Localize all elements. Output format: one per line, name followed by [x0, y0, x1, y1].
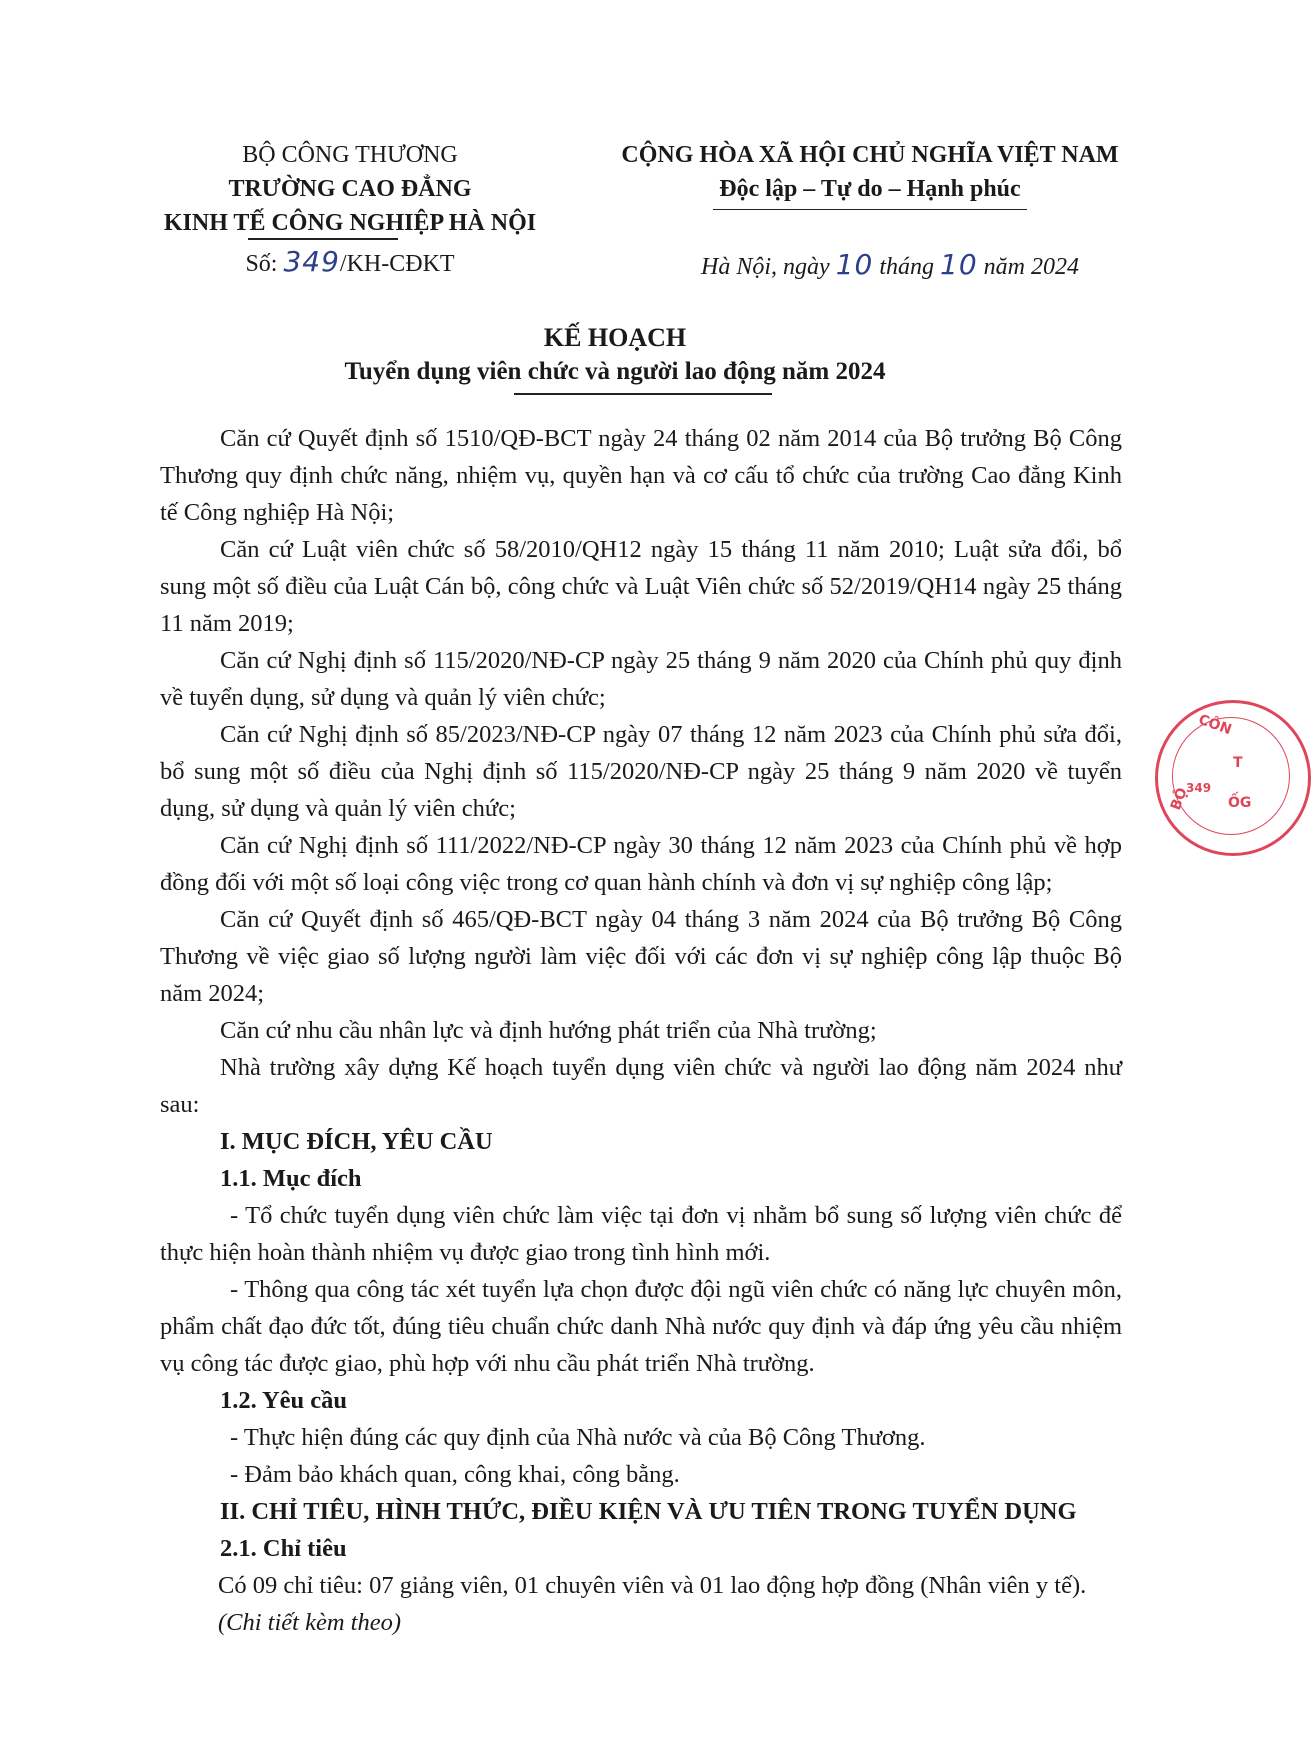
stamp-text-mid1: T — [1233, 755, 1243, 771]
document-body — [160, 420, 1122, 1641]
legal-basis-5: Căn cứ Nghị định số 111/2022/NĐ-CP ngày 30 tháng 12 năm 2023 của Chính phủ về hợp đồng đối với một số loại công việc trong cơ quan hành chính và đơn vị sự nghiệp công lập; — [160, 832, 1122, 896]
date-day-handwritten: 10 — [835, 248, 874, 281]
stamp-text-left: BỘ — [1167, 785, 1191, 813]
date-place: Hà Nội, ngày — [701, 254, 830, 280]
country-name: CỘNG HÒA XÃ HỘI CHỦ NGHĨA VIỆT NAM — [621, 142, 1119, 168]
date-month-label: tháng — [879, 254, 934, 280]
document-title: KẾ HOẠCH — [543, 323, 687, 352]
stamp-text-mid3: ỐG — [1228, 795, 1252, 811]
school-name-line2: KINH TẾ CÔNG NGHIỆP HÀ NỘI — [163, 210, 537, 236]
legal-basis-2: Căn cứ Luật viên chức số 58/2010/QH12 ngày 15 tháng 11 năm 2010; Luật sửa đổi, bổ sung một số điều của Luật Cán bộ, công chức và Luật Viên chức số 52/2019/QH14 ngày 25 tháng 11 năm 2019; — [160, 536, 1122, 637]
legal-basis-6: Căn cứ Quyết định số 465/QĐ-BCT ngày 04 tháng 3 năm 2024 của Bộ trưởng Bộ Công Thương về việc giao số lượng người làm việc đối với các đơn vị sự nghiệp công lập thuộc Bộ năm 2024; — [160, 906, 1122, 1007]
quota-text: Có 09 chỉ tiêu: 07 giảng viên, 01 chuyên viên và 01 lao động hợp đồng (Nhân viên y tế). — [218, 1572, 1087, 1599]
section-1-heading: I. MỤC ĐÍCH, YÊU CẦU — [220, 1128, 493, 1155]
legal-basis-3: Căn cứ Nghị định số 115/2020/NĐ-CP ngày 25 tháng 9 năm 2020 của Chính phủ quy định về tuyển dụng, sử dụng và quản lý viên chức; — [160, 647, 1122, 711]
section-2-1-heading: 2.1. Chỉ tiêu — [220, 1535, 347, 1562]
number-prefix: Số: — [245, 251, 278, 277]
subtitle-underline — [514, 393, 772, 395]
quota-note: (Chi tiết kèm theo) — [218, 1609, 402, 1636]
ministry-name: BỘ CÔNG THƯƠNG — [242, 142, 458, 168]
red-seal-stamp — [1155, 700, 1311, 856]
stamp-text-top: CÔN — [1196, 711, 1234, 739]
issuer-block — [130, 138, 570, 240]
date-month-handwritten: 10 — [940, 248, 978, 281]
stamp-text-mid2: 349 — [1186, 781, 1212, 795]
issue-date — [640, 248, 1140, 281]
date-year: năm 2024 — [983, 254, 1079, 280]
school-name-line1: TRƯỜNG CAO ĐẲNG — [228, 176, 472, 202]
intro-paragraph: Nhà trường xây dựng Kế hoạch tuyển dụng viên chức và người lao động năm 2024 như sau: — [160, 1054, 1122, 1118]
number-handwritten: 349 — [283, 245, 340, 278]
requirement-item-1: - Thực hiện đúng các quy định của Nhà nước và của Bộ Công Thương. — [230, 1424, 926, 1451]
section-1-1-heading: 1.1. Mục đích — [220, 1165, 362, 1192]
number-suffix: /KH-CĐKT — [339, 251, 455, 277]
document-subtitle: Tuyển dụng viên chức và người lao động năm 2024 — [344, 358, 886, 385]
legal-basis-7: Căn cứ nhu cầu nhân lực và định hướng phát triển của Nhà trường; — [220, 1017, 877, 1044]
section-2-heading: II. CHỈ TIÊU, HÌNH THỨC, ĐIỀU KIỆN VÀ ƯU TIÊN TRONG TUYỂN DỤNG — [220, 1498, 1077, 1525]
section-1-2-heading: 1.2. Yêu cầu — [220, 1387, 348, 1414]
purpose-item-2: - Thông qua công tác xét tuyển lựa chọn được đội ngũ viên chức có năng lực chuyên môn, phẩm chất đạo đức tốt, đúng tiêu chuẩn chức danh Nhà nước quy định và đáp ứng yêu cầu nhiệm vụ công tác được giao, phù hợp với nhu cầu phát triển Nhà trường. — [160, 1276, 1122, 1377]
document-number — [130, 245, 570, 278]
national-motto: Độc lập – Tự do – Hạnh phúc — [719, 172, 1020, 206]
legal-basis-4: Căn cứ Nghị định số 85/2023/NĐ-CP ngày 07 tháng 12 năm 2023 của Chính phủ sửa đổi, bổ sung một số điều của Nghị định số 115/2020/NĐ-CP ngày 25 tháng 9 năm 2020 về tuyển dụng, sử dụng và quản lý viên chức; — [160, 721, 1122, 822]
requirement-item-2: - Đảm bảo khách quan, công khai, công bằng. — [230, 1461, 680, 1488]
purpose-item-1: - Tổ chức tuyển dụng viên chức làm việc tại đơn vị nhằm bổ sung số lượng viên chức để thực hiện hoàn thành nhiệm vụ được giao trong tình hình mới. — [160, 1202, 1122, 1266]
issuer-underline — [248, 238, 398, 240]
national-header — [585, 138, 1155, 206]
legal-basis-1: Căn cứ Quyết định số 1510/QĐ-BCT ngày 24 tháng 02 năm 2014 của Bộ trưởng Bộ Công Thương quy định chức năng, nhiệm vụ, quyền hạn và cơ cấu tổ chức của trường Cao đẳng Kinh tế Công nghiệp Hà Nội; — [160, 425, 1122, 526]
